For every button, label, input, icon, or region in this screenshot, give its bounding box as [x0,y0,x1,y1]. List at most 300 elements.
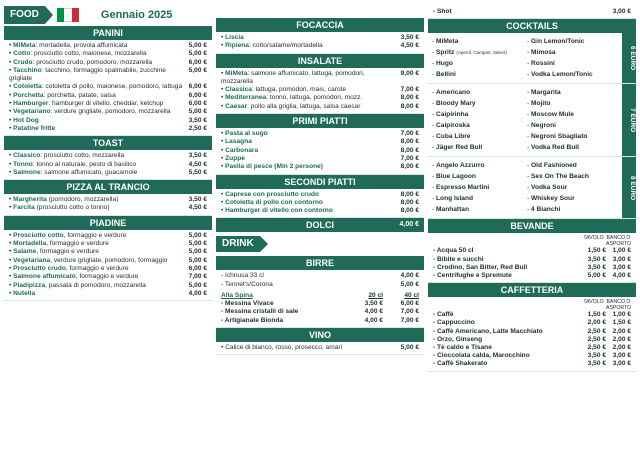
menu-item-text: • Salmone: salmone affumicato, guacamole [9,168,138,176]
menu-item-desc: : tonno, lattuga, pomodori, mozz. [266,94,363,102]
table-row-label: - Centrifughe e Spremute [433,271,512,279]
table-row [433,352,631,360]
menu-row [9,282,207,290]
piadine-title: PIADINE [4,216,212,230]
caffetteria-rows [433,311,631,368]
table-price-banco: 1,00 € [612,311,631,319]
menu-item-name: Porchetta [13,91,44,99]
menu-item-price: 7,00 € [400,130,419,138]
table-row [433,344,631,352]
beer-text: - Ichnusa 33 cl [221,272,264,280]
menu-item-price: 4,50 € [188,204,207,212]
menu-item-name: Salame [13,248,37,256]
menu-item-name: Carbonara [225,146,259,154]
spina-price-40: 6,00 € [400,300,419,308]
menu-item-text: • MiMeta: salmone affumicato, lattuga, pomodori, mozzarella [221,69,365,85]
cocktail-name: Jäger Red Bull [436,144,483,152]
cocktail-name: Vodka Lemon/Tonic [531,71,593,79]
table-row-name: Tè caldo e Tisane [437,343,492,351]
menu-item-price: 5,00 € [188,240,207,248]
menu-row [9,100,207,108]
dolci-bar [216,218,424,232]
cocktail-item: - Vodka Lemon/Tonic [527,71,593,79]
table-price-banco: 2,00 € [612,335,631,343]
menu-item-text: • Carbonara [221,146,259,154]
menu-item-desc: : porchetta, patate, salsa [43,91,116,99]
cocktail-name: Spritz [436,49,455,57]
panini-title: PANINI [4,26,212,40]
menu-item-text: • Tacchino: tacchino, formaggio spalmabile, zucchine grigliate [9,66,166,83]
cocktail-item: - Manhattan [432,206,469,214]
menu-item-name: Hamburger [13,100,49,108]
table-price-banco: 4,00 € [612,271,631,279]
table-row [433,311,631,319]
cocktail-name: Blue Lagoon [436,173,476,181]
cocktail-item: - Bellini [432,71,456,79]
menu-item-desc: : verdure grigliate, pomodoro, mozzarella [50,108,171,116]
menu-item-name: MiMeta [13,42,36,49]
menu-item-price: 7,00 € [188,273,207,281]
table-row-label: - Orzo, Ginseng [433,335,483,343]
cocktail-item: - Whiskey Sour [527,195,575,203]
cocktail-list [428,84,622,156]
menu-item-price: 5,00 € [188,42,207,49]
beer-row [221,272,419,280]
cocktail-item: - Margarita [527,89,561,97]
menu-item-name: Liscia [225,34,244,41]
menu-item-price: 5,00 € [188,66,207,74]
table-row-name: Caffè Shakerato [437,360,488,368]
menu-item-text: • MiMeta: mortadella, provola affumicata [9,42,128,49]
cocktail-name: Caipiroska [436,122,470,130]
spina-price-40: 7,00 € [400,308,419,316]
insalate-list [216,68,424,114]
table-price-banco: 1,00 € [612,247,631,255]
menu-item-desc: , formaggio e verdure [63,231,127,239]
drink-tab: DRINK [216,236,260,252]
middle-column [216,18,424,355]
cocktail-item: - Moscow Mule [527,111,574,119]
table-price-banco: 3,00 € [612,263,631,271]
cocktail-item: - Jäger Red Bull [432,144,483,152]
cocktail-group [428,84,636,157]
menu-item-desc: : mortadella, provola affumicata [35,42,128,49]
cocktail-name: Americano [436,89,471,97]
menu-row [221,163,419,171]
menu-item-desc: : tacchino, formaggio spalmabile, zucchine grigliate [9,66,166,83]
menu-item-price: 5,50 € [188,168,207,176]
table-row-name: Caffè Americano, Latte Macchiato [437,327,543,335]
menu-item-text: • Prosciutto crudo, formaggio e verdure [9,264,129,272]
menu-item-price: 8,00 € [400,102,419,110]
menu-item-name: MiMeta [225,69,248,77]
cocktail-name: Caipirinha [436,111,469,119]
caffetteria-title: CAFFETTERIA [428,283,636,297]
cocktail-item: - 4 Bianchi [527,206,561,214]
cocktail-name: Long Island [436,195,474,203]
menu-item-text: • Caesar: pollo alla griglia, lattuga, salsa caesar [221,102,361,110]
shot-row: - Shot 3,00 € [428,4,636,19]
table-price-tavolo: 2,50 € [587,335,606,343]
menu-item-price: 5,00 € [188,108,207,116]
table-row-label: - Caffè [433,311,454,319]
menu-item-name: Classica [225,86,252,94]
cocktail-name: Sex On The Beach [531,173,589,181]
menu-item-text: • Porchetta: porchetta, patate, salsa [9,91,116,99]
menu-row [9,248,207,256]
menu-item-price: 4,50 € [188,160,207,168]
menu-item-name: Hamburger di vitello con contorno [225,207,333,215]
beer-price: 4,00 € [400,272,419,280]
table-row-label: - Caffè Shakerato [433,360,488,368]
cocktail-item: - Hugo [432,60,453,68]
bevande-h1: TAVOLO [583,235,604,242]
table-row-label: - Caffè Americano, Latte Macchiato [433,327,543,335]
cocktail-name: Bloody Mary [436,100,476,108]
menu-item-price: 6,00 € [188,58,207,66]
shot-name: Shot [437,8,452,15]
cocktail-item: - Blue Lagoon [432,173,476,181]
table-row [433,256,631,264]
cocktail-item: - Mojito [527,100,551,108]
table-price-banco: 1,50 € [612,319,631,327]
cocktail-name: Margarita [531,89,561,97]
table-price-tavolo: 1,50 € [587,247,606,255]
menu-item-price: 8,00 € [400,207,419,215]
focaccia-list [216,32,424,54]
menu-item-text: • Prosciutto cotto, formaggio e verdure [9,231,127,239]
menu-item-desc: , formaggio e verdure [75,273,139,281]
cocktail-name: Hugo [436,60,453,68]
menu-item-text: • Vegetariana, verdure grigliate, pomodoro, formaggio [9,256,168,264]
table-price-banco: 3,00 € [612,360,631,368]
table-row-name: Orzo, Ginseng [437,335,483,343]
spina-name: Messina cristalli di sale [225,308,299,316]
menu-item-text: • Mediterranea: tonno, lattuga, pomodori, mozz. [221,94,363,102]
bevande-title: BEVANDE [428,219,636,233]
menu-row [9,196,207,204]
menu-row [9,42,207,50]
cocktail-item: - Long Island [432,195,474,203]
menu-row [221,147,419,155]
menu-item-price: 3,50 € [188,196,207,204]
menu-item-name: Margherita [13,196,47,204]
menu-row [221,191,419,199]
table-price-tavolo: 2,50 € [587,327,606,335]
menu-item-text: • Hamburger: hamburger di vitello, cheddar, ketchup [9,100,164,108]
cocktail-item: - MiMeta [432,38,459,46]
table-row [433,360,631,368]
menu-row [221,34,419,42]
menu-item-text: • Piadipizza, passata di pomodoro, mozzarella [9,281,146,289]
cocktail-item: - Bloody Mary [432,100,476,108]
menu-row [221,86,419,94]
spina-name: Messina Vivace [225,300,274,308]
menu-item-text: • Classica: lattuga, pomodori, mais, carote [221,86,347,94]
menu-item-price: 8,00 € [400,163,419,171]
menu-row [221,199,419,207]
menu-item-desc: : cotoletta di pollo, maionese, pomodoro, lattuga [41,83,183,91]
menu-item-name: Caprese con prosciutto crudo [225,190,319,198]
cocktail-name: Bellini [436,71,456,79]
menu-row [9,125,207,133]
month-title: Gennaio 2025 [100,9,173,21]
beer-name: Tennet's/Corona [224,280,273,288]
menu-item-desc: : prosciutto cotto, mozzarella [40,152,125,160]
spina-header [221,292,419,300]
table-row [433,328,631,336]
menu-item-name: Classico [13,152,41,160]
vino-title: VINO [216,328,424,342]
menu-item-desc: , verdure grigliate, pomodoro, formaggio [50,256,168,264]
menu-row [9,240,207,248]
beer-price: 5,00 € [400,280,419,288]
cocktail-price-tag: 8 EURO [622,157,636,218]
menu-item-text: • Hot Dog [9,116,39,124]
spina-h1: 20 cl [368,292,383,300]
menu-item-text: • Mortadella, formaggio e verdure [9,240,109,248]
menu-row [9,169,207,177]
table-price-tavolo: 3,50 € [587,263,606,271]
menu-item-price: 2,50 € [188,124,207,132]
table-row-name: Bibite e succhi [437,255,484,263]
table-price-banco: 2,00 € [612,343,631,351]
table-price-tavolo: 2,50 € [587,343,606,351]
spina-rows [221,300,419,325]
caffetteria-header [433,299,631,311]
menu-item-name: Tonno [13,160,33,168]
cocktail-item: - Negroni [527,122,556,130]
spina-price-40: 7,00 € [400,316,419,324]
menu-row [221,207,419,215]
menu-item-desc: : cotto/salame/mortadella [248,42,323,50]
cocktails-title: COCKTAILS [428,19,636,33]
menu-row [221,130,419,138]
menu-item-text: • Caprese con prosciutto crudo [221,190,319,198]
menu-item-price: 8,00 € [400,198,419,206]
menu-item-name: Hot Dog [13,116,39,124]
toast-list [4,150,212,180]
menu-item-price: 8,00 € [400,190,419,198]
cocktail-item: - Mimosa [527,49,556,57]
menu-item-name: Cotoletta [13,83,42,91]
menu-item-text: • Hamburger di vitello con contorno [221,207,333,215]
pizza-list [4,194,212,216]
menu-item-price: 4,50 € [400,42,419,50]
cocktail-name: Moscow Mule [531,111,574,119]
menu-item-name: Zuppe [225,154,245,162]
spina-row [221,300,419,308]
menu-item-price: 3,50 € [188,116,207,124]
menu-item-price: 6,00 € [188,264,207,272]
menu-row [221,138,419,146]
table-price-banco: 3,00 € [612,255,631,263]
menu-item-price: 8,00 € [400,138,419,146]
menu-item-name: Cotoletta di pollo con contorno [225,198,323,206]
menu-item-text: • Vegetariano: verdure grigliate, pomodoro, mozzarella [9,108,171,116]
menu-row [9,232,207,240]
menu-row [9,265,207,273]
food-column [4,4,212,301]
menu-item-name: Prosciutto crudo [13,264,66,272]
menu-item-name: Salmone affumicato [13,273,76,281]
birre-items [221,272,419,289]
table-row-label: - Tè caldo e Tisane [433,343,492,351]
spina-price-20: 4,00 € [364,316,383,324]
menu-item-desc: : salmone affumicato, guacamole [40,168,138,176]
menu-item-name: Mediterranea [225,94,267,102]
cocktail-price-tag: 7 EURO [622,84,636,156]
menu-item-price: 9,00 € [400,69,419,77]
table-row-name: Acqua 50 cl [436,247,474,255]
pizza-title: PIZZA AL TRANCIO [4,180,212,194]
cocktail-item: - Americano [432,89,471,97]
cocktail-name: Mojito [531,100,551,108]
menu-item-name: Vegetariano [13,108,51,116]
menu-row [9,59,207,67]
cocktail-item: - Angelo Azzurro [432,162,485,170]
cocktail-name: Negroni Sbagliato [531,133,588,141]
bevande-table [428,233,636,283]
menu-item-name: Lasagna [225,138,252,146]
cocktail-item: - Negroni Sbagliato [527,133,588,141]
table-row-label: - Crodino, San Bitter, Red Bull [433,263,528,271]
cocktail-name: Vodka Sour [531,184,568,192]
cocktail-list [428,33,622,83]
menu-item-name: Crudo [13,58,33,66]
menu-row [221,155,419,163]
bevande-h2: BANCO O ASPORTO [606,235,632,248]
menu-item-text: • Patatine fritte [9,124,56,132]
menu-item-text: • Ripiena: cotto/salame/mortadella [221,42,323,50]
menu-item-price: 8,00 € [400,94,419,102]
menu-item-name: Ripiena [225,42,249,50]
menu-item-price: 8,00 € [400,146,419,154]
focaccia-title: FOCACCIA [216,18,424,32]
table-price-tavolo: 3,50 € [587,360,606,368]
cocktail-list [428,157,622,218]
menu-row [221,70,419,87]
menu-item-name: Vegetariana [13,256,51,264]
menu-item-text: • Farcita (prosciutto cotto o tonno) [9,204,110,212]
spina-text: - Messina Vivace [221,300,274,308]
cocktail-item: - Sex On The Beach [527,173,589,181]
beer-text: - Tennet's/Corona [221,280,273,288]
spina-price-20: 3,50 € [364,300,383,308]
cocktail-name: Cuba Libre [436,133,471,141]
menu-item-text: • Cotto: prosciutto cotto, maionese, mozzarella [9,50,147,58]
menu-row [9,273,207,281]
menu-item-name: Mortadella [13,240,47,248]
menu-item-text: • Crudo: prosciutto crudo, pomodoro, mozzarella [9,58,153,66]
spina-name: Artigianale Bionda [224,316,284,324]
shot-price: 3,00 € [612,8,631,15]
cocktail-name: Espresso Martini [436,184,490,192]
menu-item-price: 6,00 € [188,91,207,99]
spina-row [221,317,419,325]
table-row [433,336,631,344]
cocktail-item: - Caipiroska [432,122,470,130]
table-row-name: Caffè [437,311,454,319]
menu-row [9,67,207,84]
beer-name: Ichnusa 33 cl [225,272,264,280]
cocktail-name: Manhattan [436,206,469,214]
cocktail-name: Vodka Red Bull [531,144,579,152]
dolci-price: 4,00 € [399,221,419,229]
menu-item-text: • Salame, formaggio e verdure [9,248,99,256]
menu-item-price: 3,50 € [188,152,207,160]
menu-item-price: 3,50 € [400,34,419,41]
menu-row [9,83,207,91]
menu-item-name: Salmone [13,168,41,176]
table-price-tavolo: 2,00 € [587,319,606,327]
table-row [433,264,631,272]
cocktail-name: Old Fashioned [531,162,577,170]
cocktail-item: - Spritz (Aperol, Campari, Select) [432,49,507,57]
vino-row: • Calice di bianco, rosso, prosecco, amari 5,00 € [221,343,419,351]
menu-item-desc: : salmone affumicato, lattuga, pomodori, mozzarella [221,69,365,85]
cocktail-name: 4 Bianchi [531,206,561,214]
menu-item-text: • Tonno: tonno al naturale, pesto di basilico [9,160,137,168]
menu-item-name: Nutella [13,289,36,297]
drinks-column [428,4,636,372]
menu-item-price: 5,00 € [188,231,207,239]
cocktail-item: - Cuba Libre [432,133,471,141]
cocktail-name: Angelo Azzurro [436,162,485,170]
birre-title: BIRRE [216,256,424,270]
insalate-title: INSALATE [216,54,424,68]
menu-item-desc: , formaggio e verdure [36,248,99,256]
table-row-label: - Acqua 50 cl [433,247,474,255]
caffetteria-h1: TAVOLO [583,299,604,306]
table-price-tavolo: 3,50 € [587,255,606,263]
spina-text: - Messina cristalli di sale [221,308,299,316]
menu-item-price: 5,00 € [188,256,207,264]
table-row [433,319,631,327]
menu-row [221,103,419,111]
table-price-banco: 2,00 € [612,327,631,335]
cocktail-item: - Gin Lemon/Tonic [527,38,585,46]
menu-item-text: • Pasta al sugo [221,130,268,138]
primi-list [216,128,424,174]
dolci-title: DOLCI [306,220,334,231]
menu-row [9,108,207,116]
vino-price: 5,00 € [400,343,419,351]
menu-item-text: • Cotoletta di pollo con contorno [221,198,323,206]
caffetteria-h2: BANCO O ASPORTO [606,299,632,312]
cocktail-item: - Espresso Martini [432,184,490,192]
cocktail-name: Negroni [531,122,556,130]
menu-item-price: 7,00 € [400,86,419,94]
cocktail-name: Gin Lemon/Tonic [531,38,585,46]
piadine-list [4,230,212,301]
menu-item-price: 4,00 € [188,289,207,297]
menu-item-text: • Salmone affumicato, formaggio e verdure [9,273,139,281]
table-price-tavolo: 3,50 € [587,352,606,360]
menu-item-text: • Nutella [9,289,36,297]
menu-item-desc: : prosciutto crudo, pomodoro, mozzarella [32,58,153,66]
table-price-banco: 3,00 € [612,352,631,360]
table-price-tavolo: 1,50 € [587,311,606,319]
menu-item-name: Pasta al sugo [225,130,268,138]
menu-row [9,204,207,212]
spina-text: - Artigianale Bionda [221,316,284,324]
table-row [433,272,631,280]
menu-item-name: Cotto [13,50,31,58]
spina-label: Alla Spina [221,292,253,300]
menu-item-desc: (pomodoro, mozzarella) [46,196,119,204]
menu-item-desc: , formaggio e verdure [46,240,109,248]
